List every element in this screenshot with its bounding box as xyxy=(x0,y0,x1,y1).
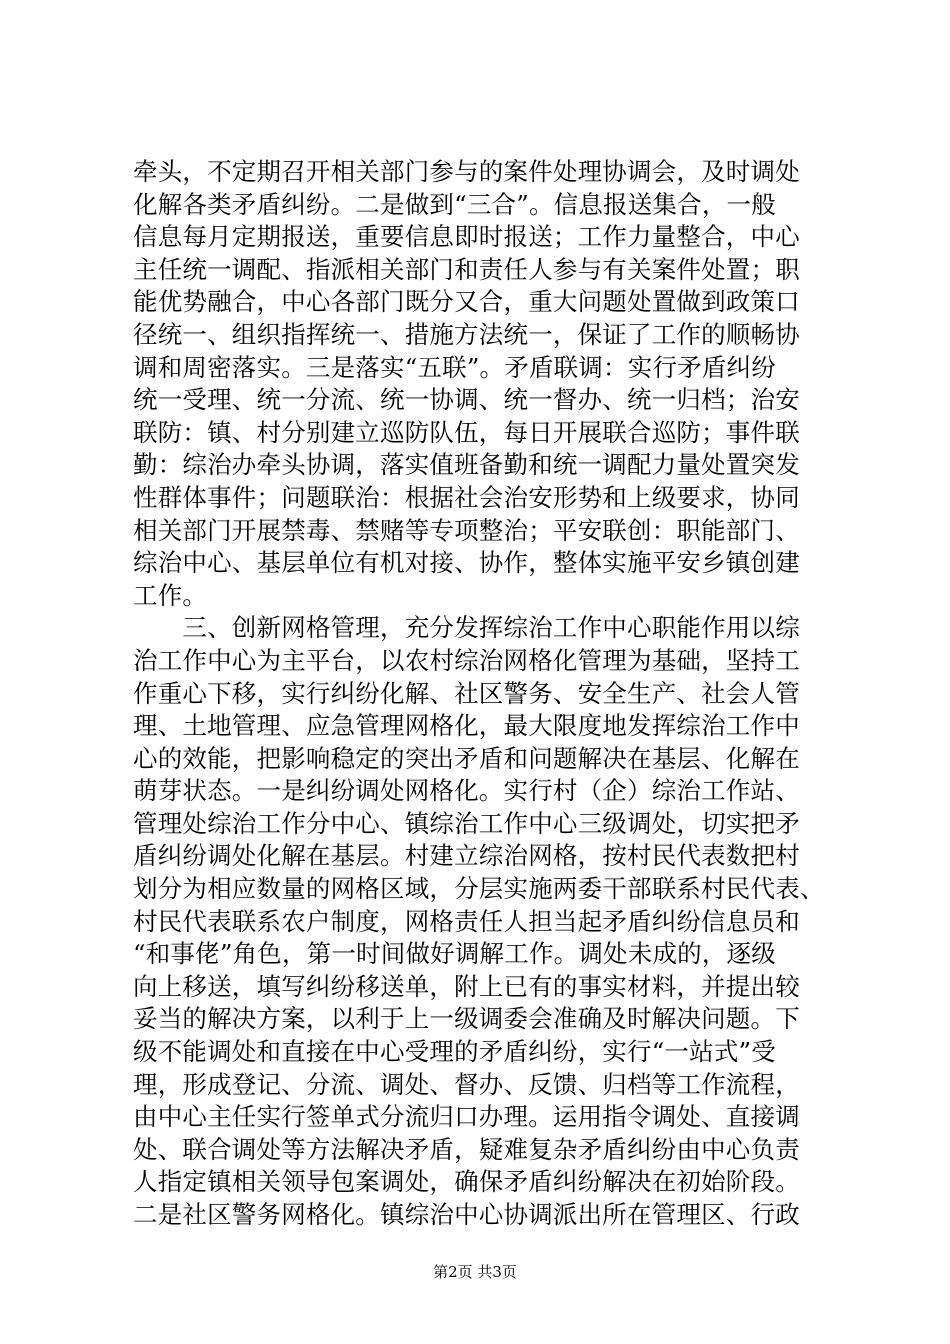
text-line: 综治中心、基层单位有机对接、协作，整体实施平安乡镇创建 xyxy=(133,548,800,578)
text-line: 妥当的解决方案，以利于上一级调委会准确及时解决问题。下 xyxy=(133,1004,800,1034)
text-line: 向上移送，填写纠纷移送单，附上已有的事实材料，并提出较 xyxy=(133,971,800,1001)
text-line: 盾纠纷调处化解在基层。村建立综治网格，按村民代表数把村 xyxy=(133,841,800,871)
body-text xyxy=(133,156,823,1232)
text-line: 人指定镇相关领导包案调处，确保矛盾纠纷解决在初始阶段。 xyxy=(133,1167,800,1197)
text-line: 级不能调处和直接在中心受理的矛盾纠纷，实行“一站式”受 xyxy=(133,1037,776,1067)
text-line: 性群体事件；问题联治：根据社会治安形势和上级要求，协同 xyxy=(133,482,800,512)
text-line: 化解各类矛盾纠纷。二是做到“三合”。信息报送集合，一般 xyxy=(133,189,776,219)
text-line: 作重心下移，实行纠纷化解、社区警务、安全生产、社会人管 xyxy=(133,678,800,708)
text-line: 牵头，不定期召开相关部门参与的案件处理协调会，及时调处 xyxy=(133,157,800,186)
text-line: 径统一、组织指挥统一、措施方法统一，保证了工作的顺畅协 xyxy=(133,319,800,349)
text-line: 心的效能，把影响稳定的突出矛盾和问题解决在基层、化解在 xyxy=(133,743,800,773)
text-line: 治工作中心为主平台，以农村综治网格化管理为基础，坚持工 xyxy=(133,645,800,675)
text-line: 调和周密落实。三是落实“五联”。矛盾联调：实行矛盾纠纷 xyxy=(133,352,776,382)
text-line: 勤：综治办牵头协调，落实值班备勤和统一调配力量处置突发 xyxy=(133,450,800,480)
text-line: 二是社区警务网格化。镇综治中心协调派出所在管理区、行政 xyxy=(133,1200,800,1229)
text-line: 理、土地管理、应急管理网格化，最大限度地发挥综治工作中 xyxy=(133,711,800,741)
text-line: 联防：镇、村分别建立巡防队伍，每日开展联合巡防；事件联 xyxy=(133,417,800,447)
text-line: 萌芽状态。一是纠纷调处网格化。实行村（企）综治工作站、 xyxy=(133,776,800,806)
text-line: 信息每月定期报送，重要信息即时报送；工作力量整合，中心 xyxy=(133,222,800,252)
paragraph-start-line: 三、创新网格管理，充分发挥综治工作中心职能作用以综 xyxy=(133,613,800,643)
text-line: 划分为相应数量的网格区域，分层实施两委干部联系村民代表、 xyxy=(133,874,825,904)
text-line: 相关部门开展禁毒、禁赌等专项整治；平安联创：职能部门、 xyxy=(133,515,800,545)
text-line: 由中心主任实行签单式分流归口办理。运用指令调处、直接调 xyxy=(133,1102,800,1132)
text-line: 处、联合调处等方法解决矛盾，疑难复杂矛盾纠纷由中心负责 xyxy=(133,1134,800,1164)
page-footer: 第2页 共3页 xyxy=(433,1263,517,1281)
text-line: 管理处综治工作分中心、镇综治工作中心三级调处，切实把矛 xyxy=(133,808,800,838)
text-line: 村民代表联系农户制度，网格责任人担当起矛盾纠纷信息员和 xyxy=(133,906,800,936)
text-line: “和事佬”角色，第一时间做好调解工作。调处未成的，逐级 xyxy=(133,939,776,969)
text-line: 理，形成登记、分流、调处、督办、反馈、归档等工作流程， xyxy=(133,1069,800,1099)
text-line: 统一受理、统一分流、统一协调、统一督办、统一归档；治安 xyxy=(133,385,800,415)
text-line: 主任统一调配、指派相关部门和责任人参与有关案件处置；职 xyxy=(133,254,800,284)
text-line: 能优势融合，中心各部门既分又合，重大问题处置做到政策口 xyxy=(133,287,800,317)
text-line: 工作。 xyxy=(133,580,208,610)
